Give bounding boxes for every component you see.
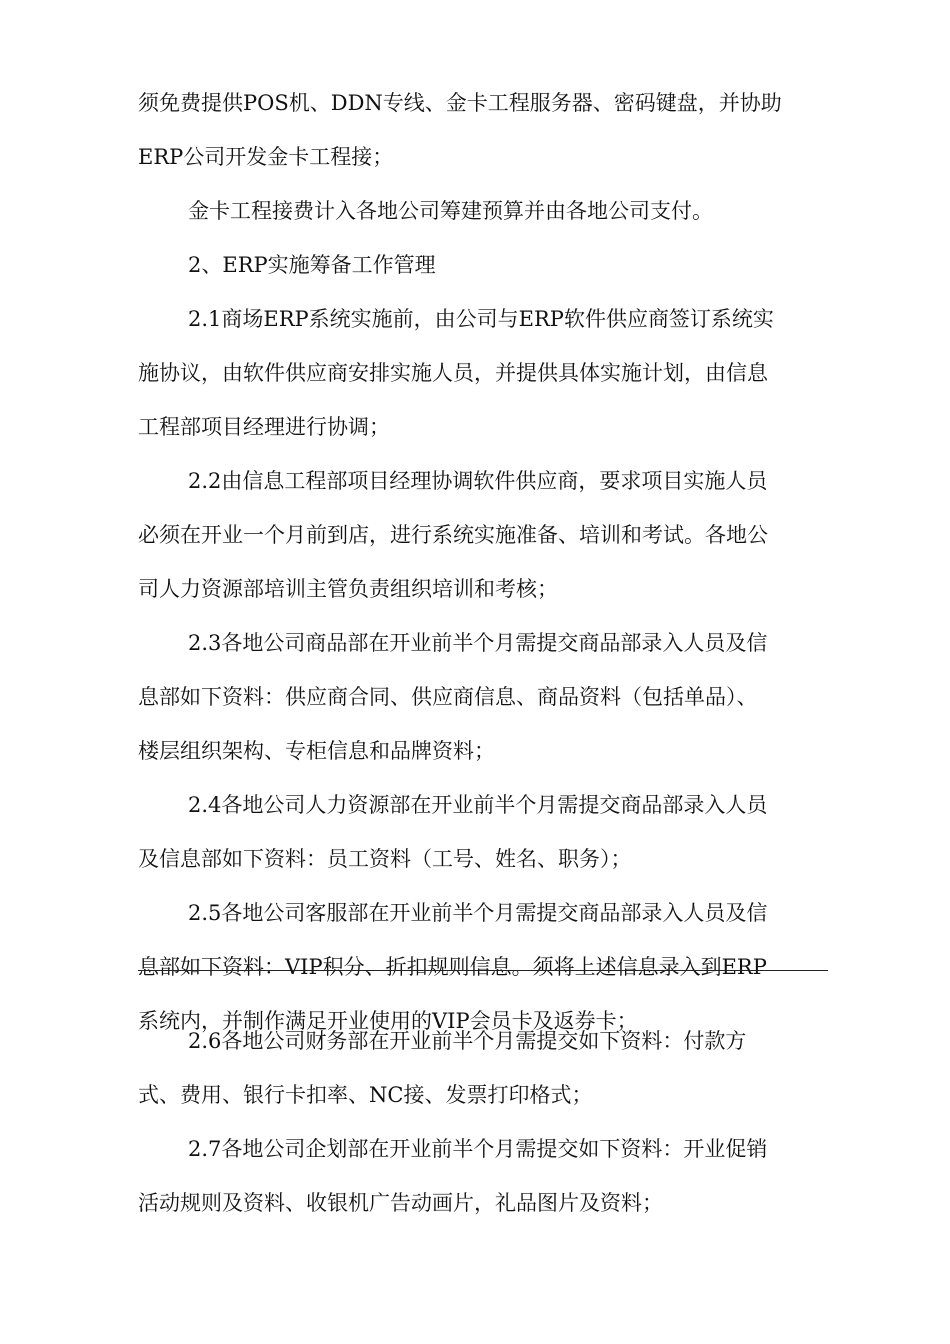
- text-line: 息部如下资料：供应商合同、供应商信息、商品资料（包括单品）、: [138, 685, 758, 709]
- text-line: 息部如下资料：VIP积分、折扣规则信息。须将上述信息录入到ERP: [138, 955, 767, 979]
- paragraph-first-line: 金卡工程接费计入各地公司筹建预算并由各地公司支付。: [188, 199, 713, 223]
- text-line: 司人力资源部培训主管负责组织培训和考核；: [138, 577, 558, 601]
- text-line: 系统内，并制作满足开业使用的VIP会员卡及返券卡；: [138, 1009, 638, 1033]
- text-line: 活动规则及资料、收银机广告动画片，礼品图片及资料；: [138, 1191, 663, 1215]
- paragraph-first-line: 2.2由信息工程部项目经理协调软件供应商，要求项目实施人员: [188, 469, 768, 493]
- text-line: 施协议，由软件供应商安排实施人员，并提供具体实施计划，由信息: [138, 361, 768, 385]
- paragraph-first-line: 2.3各地公司商品部在开业前半个月需提交商品部录入人员及信: [188, 631, 768, 655]
- text-line: 须免费提供POS机、DDN专线、金卡工程服务器、密码键盘，并协助: [138, 91, 782, 115]
- text-line: 式、费用、银行卡扣率、NC接、发票打印格式；: [138, 1083, 593, 1107]
- text-line: ERP公司开发金卡工程接；: [138, 145, 394, 169]
- paragraph-first-line: 2.7各地公司企划部在开业前半个月需提交如下资料：开业促销: [188, 1137, 768, 1161]
- page-divider: [138, 970, 828, 971]
- section-heading: 2、ERP实施筹备工作管理: [188, 253, 436, 277]
- text-line: 及信息部如下资料：员工资料（工号、姓名、职务）；: [138, 847, 632, 871]
- paragraph-first-line: 2.4各地公司人力资源部在开业前半个月需提交商品部录入人员: [188, 793, 768, 817]
- top-text-section: [138, 76, 828, 1048]
- bottom-text-section: [138, 1014, 828, 1230]
- paragraph-first-line: 2.5各地公司客服部在开业前半个月需提交商品部录入人员及信: [188, 901, 768, 925]
- text-line: 工程部项目经理进行协调；: [138, 415, 390, 439]
- paragraph-first-line: 2.1商场ERP系统实施前，由公司与ERP软件供应商签订系统实: [188, 307, 774, 331]
- text-line: 必须在开业一个月前到店，进行系统实施准备、培训和考试。各地公: [138, 523, 768, 547]
- paragraph-first-line: 2.6各地公司财务部在开业前半个月需提交如下资料：付款方: [188, 1029, 747, 1053]
- text-line: 楼层组织架构、专柜信息和品牌资料；: [138, 739, 495, 763]
